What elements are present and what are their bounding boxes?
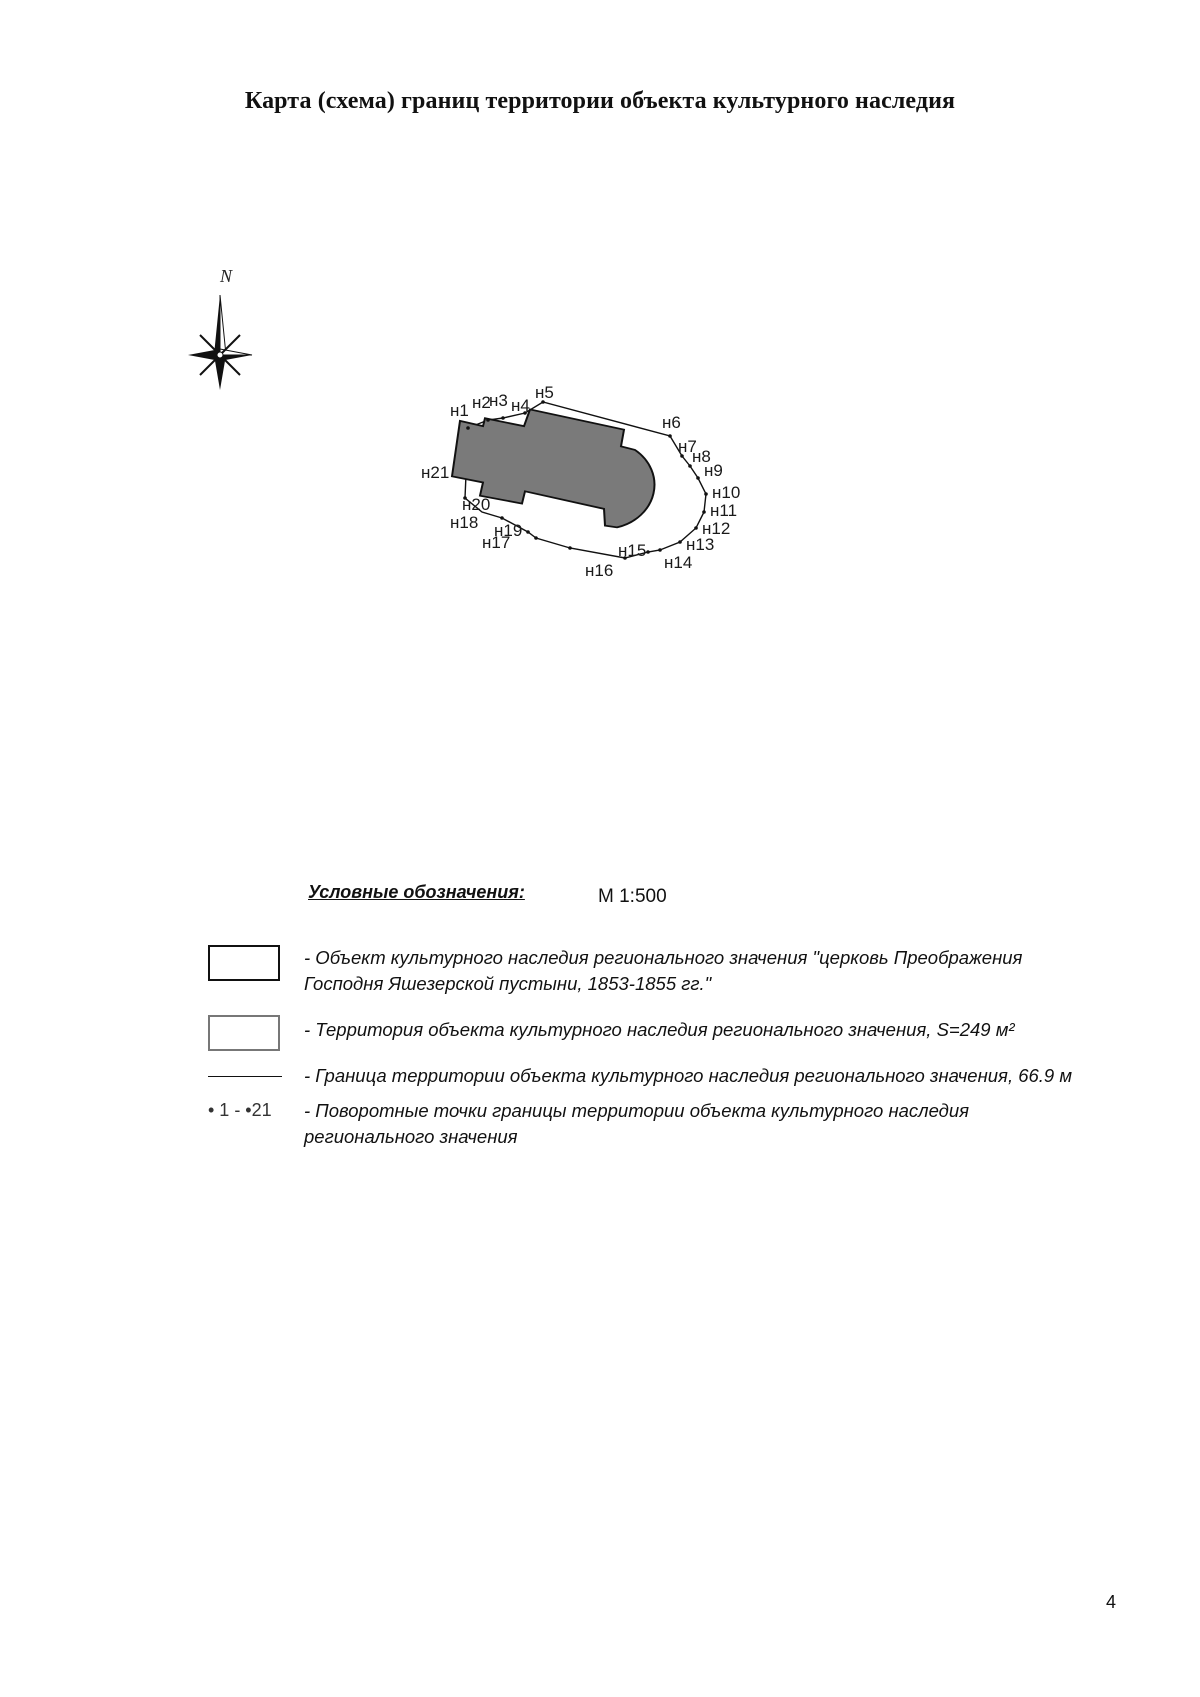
boundary-point-label: н7 — [678, 437, 697, 456]
boundary-point-marker — [658, 548, 662, 552]
boundary-point-label: н3 — [489, 391, 508, 410]
boundary-point-label: н1 — [450, 401, 469, 420]
boundary-point-label: н8 — [692, 447, 711, 466]
legend-item-points — [208, 1098, 1108, 1158]
legend-text: - Территория объекта культурного наследия регионального значения, S=249 м² — [304, 1019, 1015, 1040]
boundary-point-marker — [526, 530, 530, 534]
boundary-point-label: н16 — [585, 561, 614, 580]
boundary-point-marker — [568, 546, 572, 550]
boundary-point-label: н5 — [535, 383, 554, 402]
legend-points-symbol: • 1 - •21 — [208, 1100, 272, 1120]
boundary-point-label: н13 — [686, 535, 715, 554]
legend-item-boundary — [208, 1063, 1108, 1093]
legend-swatch-outline — [208, 945, 280, 981]
boundary-point-marker — [696, 476, 700, 480]
page-title: Карта (схема) границ территории объекта культурного наследия — [244, 88, 956, 114]
boundary-point-label: н17 — [482, 533, 511, 552]
boundary-point-marker — [534, 536, 538, 540]
boundary-point-marker — [501, 416, 505, 420]
legend-text: - Поворотные точки границы территории объекта культурного наследия регионального значения — [304, 1100, 970, 1147]
boundary-point-marker — [466, 426, 470, 430]
legend-title: Условные обозначения: — [308, 882, 525, 902]
page-number: 4 — [1106, 1592, 1117, 1612]
boundary-point-label: н18 — [450, 513, 479, 532]
boundary-map — [420, 380, 760, 610]
boundary-point-marker — [486, 418, 490, 422]
legend-swatch-line — [208, 1076, 282, 1077]
boundary-point-label: н4 — [511, 396, 530, 415]
boundary-point-label: н15 — [618, 541, 647, 560]
boundary-point-marker — [646, 550, 650, 554]
boundary-point-label: н14 — [664, 553, 693, 572]
boundary-point-marker — [500, 516, 504, 520]
boundary-point-label: н21 — [421, 463, 450, 482]
boundary-point-label: н20 — [462, 495, 491, 514]
north-label: N — [220, 266, 233, 286]
legend-item-territory — [208, 1015, 1108, 1055]
boundary-point-marker — [678, 540, 682, 544]
legend-text: - Граница территории объекта культурного наследия регионального значения, 66.9 м — [304, 1065, 1073, 1086]
legend-item-heritage-object — [208, 945, 1108, 1005]
boundary-point-label: н19 — [494, 521, 523, 540]
boundary-point-label: н9 — [704, 461, 723, 480]
boundary-point-marker — [702, 510, 706, 514]
boundary-point-marker — [694, 526, 698, 530]
boundary-point-label: н11 — [710, 501, 738, 520]
legend-text: - Объект культурного наследия регионального значения "церковь Преображения Господня Яшезерской пустыни, 1853-1855 гг." — [304, 947, 1023, 994]
scale-label: М 1:500 — [598, 886, 667, 907]
boundary-point-label: н10 — [712, 483, 741, 502]
legend-swatch-territory — [208, 1015, 280, 1051]
compass-rose-icon — [180, 260, 280, 400]
boundary-point-label: н2 — [472, 393, 491, 412]
boundary-point-label: н12 — [702, 519, 731, 538]
boundary-point-marker — [704, 492, 708, 496]
boundary-point-label: н6 — [662, 413, 681, 432]
boundary-point-marker — [668, 434, 672, 438]
